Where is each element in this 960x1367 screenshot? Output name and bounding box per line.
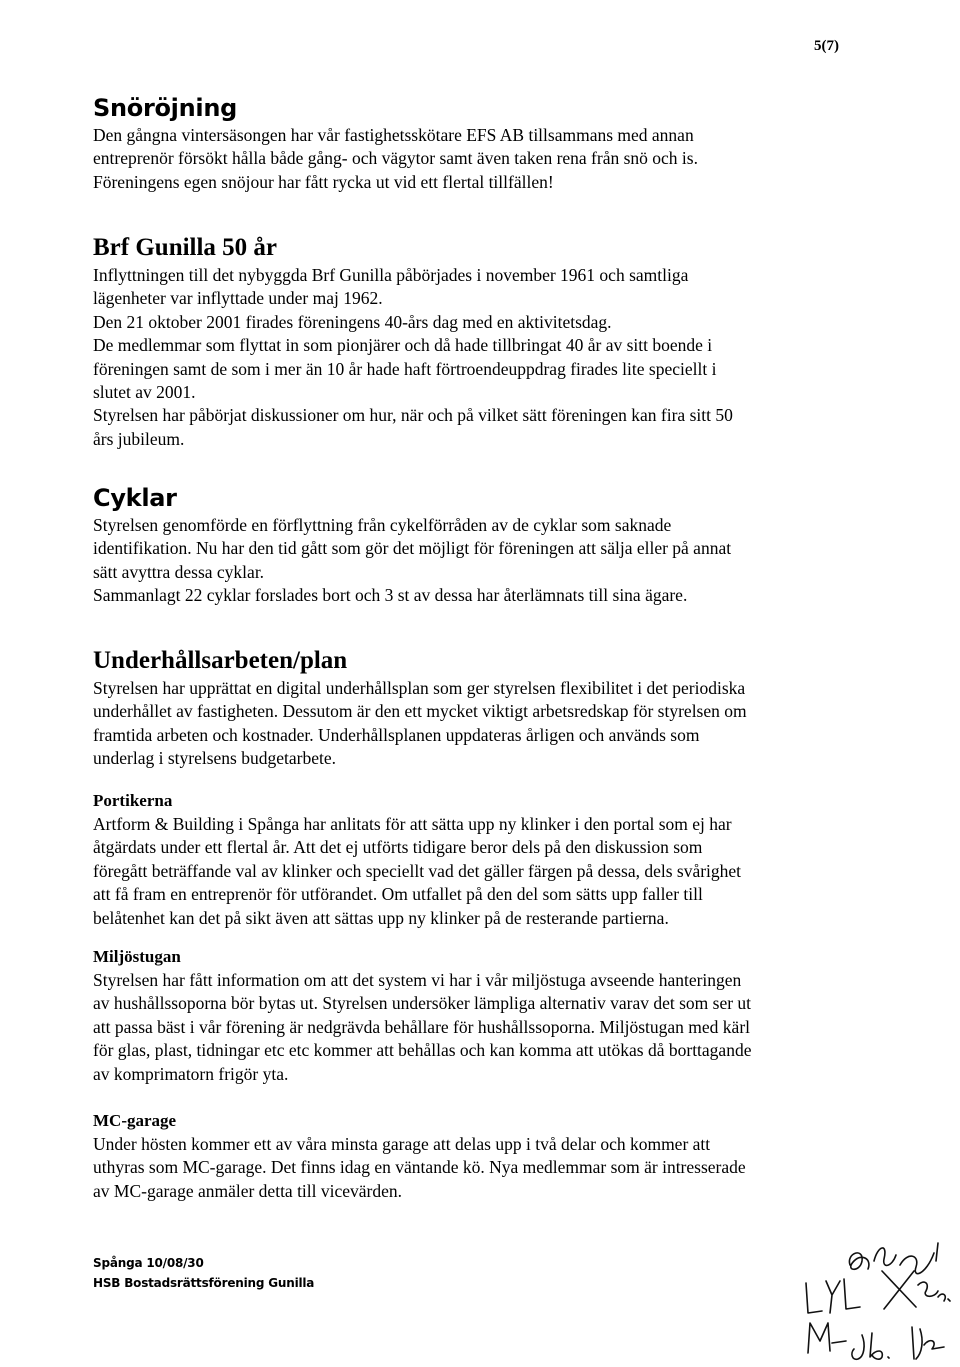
text-line: underhållet av fastigheten. Dessutom är den ett mycket viktigt arbetsredskap för styrelsen om	[93, 701, 747, 722]
heading-cyklar: Cyklar	[93, 484, 177, 512]
text-line: Sammanlagt 22 cyklar forslades bort och 3 st av dessa har återlämnats till sina ägare.	[93, 585, 688, 606]
text-line: av hushållssoporna bör bytas ut. Styrelsen undersöker lämpliga alternativ varav det som ser ut	[93, 993, 752, 1014]
section-snorojning	[93, 92, 853, 194]
text-line: Föreningens egen snöjour har fått rycka ut vid ett flertal tillfällen!	[93, 171, 554, 192]
heading-miljostugan: Miljöstugan	[93, 947, 181, 966]
section-gunilla-50	[93, 232, 853, 451]
text-line: Styrelsen genomförde en förflyttning från cykelförråden av de cyklar som saknade	[93, 515, 672, 535]
text-line: av komprimatorn frigör yta.	[93, 1063, 289, 1084]
page-number: 5(7)	[814, 38, 839, 54]
text-line: års jubileum.	[93, 428, 185, 449]
text-line: Styrelsen har upprättat en digital underhållsplan som ger styrelsen flexibilitet i det periodiska	[93, 678, 746, 698]
text-line: att få fram en entreprenör för utförandet. Om utfallet på den del som sätts upp faller till	[93, 884, 703, 905]
text-line: Den 21 oktober 2001 firades föreningens 40-års dag med en aktivitetsdag.	[93, 311, 612, 332]
text-line: Styrelsen har påbörjat diskussioner om hur, när och på vilket sätt föreningen kan fira sitt 50	[93, 405, 733, 426]
text-line: belåtenhet kan det på sikt även att sättas upp ny klinker på de resterande partierna.	[93, 907, 669, 928]
heading-snorojning: Snöröjning	[93, 94, 237, 122]
text-line: Under hösten kommer ett av våra minsta garage att delas upp i två delar och kommer att	[93, 1134, 711, 1154]
text-line: entreprenör försökt hålla både gång- och vägytor samt även taken rena från snö och is.	[93, 148, 698, 169]
text-line: underlag i styrelsens budgetarbete.	[93, 748, 336, 769]
text-line: av MC-garage anmäler detta till vicevärden.	[93, 1180, 403, 1201]
heading-portikerna: Portikerna	[93, 791, 173, 810]
text-line: föreningen samt de som i mer än 10 år hade haft förtroendeuppdrag firades lite speciellt i	[93, 358, 717, 379]
footer-organization: HSB Bostadsrättsförening Gunilla	[93, 1276, 315, 1290]
text-line: åtgärdats under ett flertal år. Att det ej utförts tidigare beror dels på den diskussion som	[93, 837, 703, 858]
text-line: Den gångna vintersäsongen har vår fastighetsskötare EFS AB tillsammans med annan	[93, 125, 694, 145]
text-line: för glas, plast, tidningar etc etc kommer att behållas och kan komma att utökas då borttagande	[93, 1040, 752, 1061]
text-line: identifikation. Nu har den tid gått som gör det möjligt för föreningen att sälja eller på annat	[93, 538, 732, 559]
text-line: Styrelsen har fått information om att det system vi har i vår miljöstuga avseende hanteringen	[93, 970, 742, 990]
heading-underhall: Underhållsarbeten/plan	[93, 647, 348, 674]
text-line: sätt avyttra dessa cyklar.	[93, 561, 265, 582]
section-miljostugan	[93, 945, 853, 1086]
heading-gunilla-50: Brf Gunilla 50 år	[93, 234, 278, 261]
text-line: Inflyttningen till det nybyggda Brf Gunilla påbörjades i november 1961 och samtliga	[93, 265, 689, 285]
section-mc-garage	[93, 1109, 853, 1203]
handwritten-initials-signature	[788, 1225, 960, 1365]
section-underhall	[93, 645, 853, 771]
text-line: uthyras som MC-garage. Det finns idag en väntande kö. Nya medlemmar som är intresserade	[93, 1157, 746, 1178]
footer	[93, 1253, 314, 1293]
section-cyklar	[93, 482, 853, 608]
section-portikerna	[93, 789, 853, 930]
heading-mc-garage: MC-garage	[93, 1111, 177, 1130]
text-line: De medlemmar som flyttat in som pionjärer och då hade tillbringat 40 år av sitt boende i	[93, 335, 713, 356]
text-line: Artform & Building i Spånga har anlitats för att sätta upp ny klinker i den portal som ej har	[93, 814, 732, 834]
text-line: slutet av 2001.	[93, 382, 196, 403]
text-line: lägenheter var inflyttade under maj 1962.	[93, 288, 383, 309]
footer-date: Spånga 10/08/30	[93, 1256, 204, 1270]
text-line: framtida arbeten och kostnader. Underhållsplanen uppdateras årligen och används som	[93, 724, 700, 745]
text-line: föregått beträffande val av klinker och speciellt vad det gäller färgen på dessa, dels svårighet	[93, 860, 742, 881]
text-line: att passa bäst i vår förening är nedgrävda behållare för hushållssoporna. Miljöstugan med kärl	[93, 1016, 751, 1037]
